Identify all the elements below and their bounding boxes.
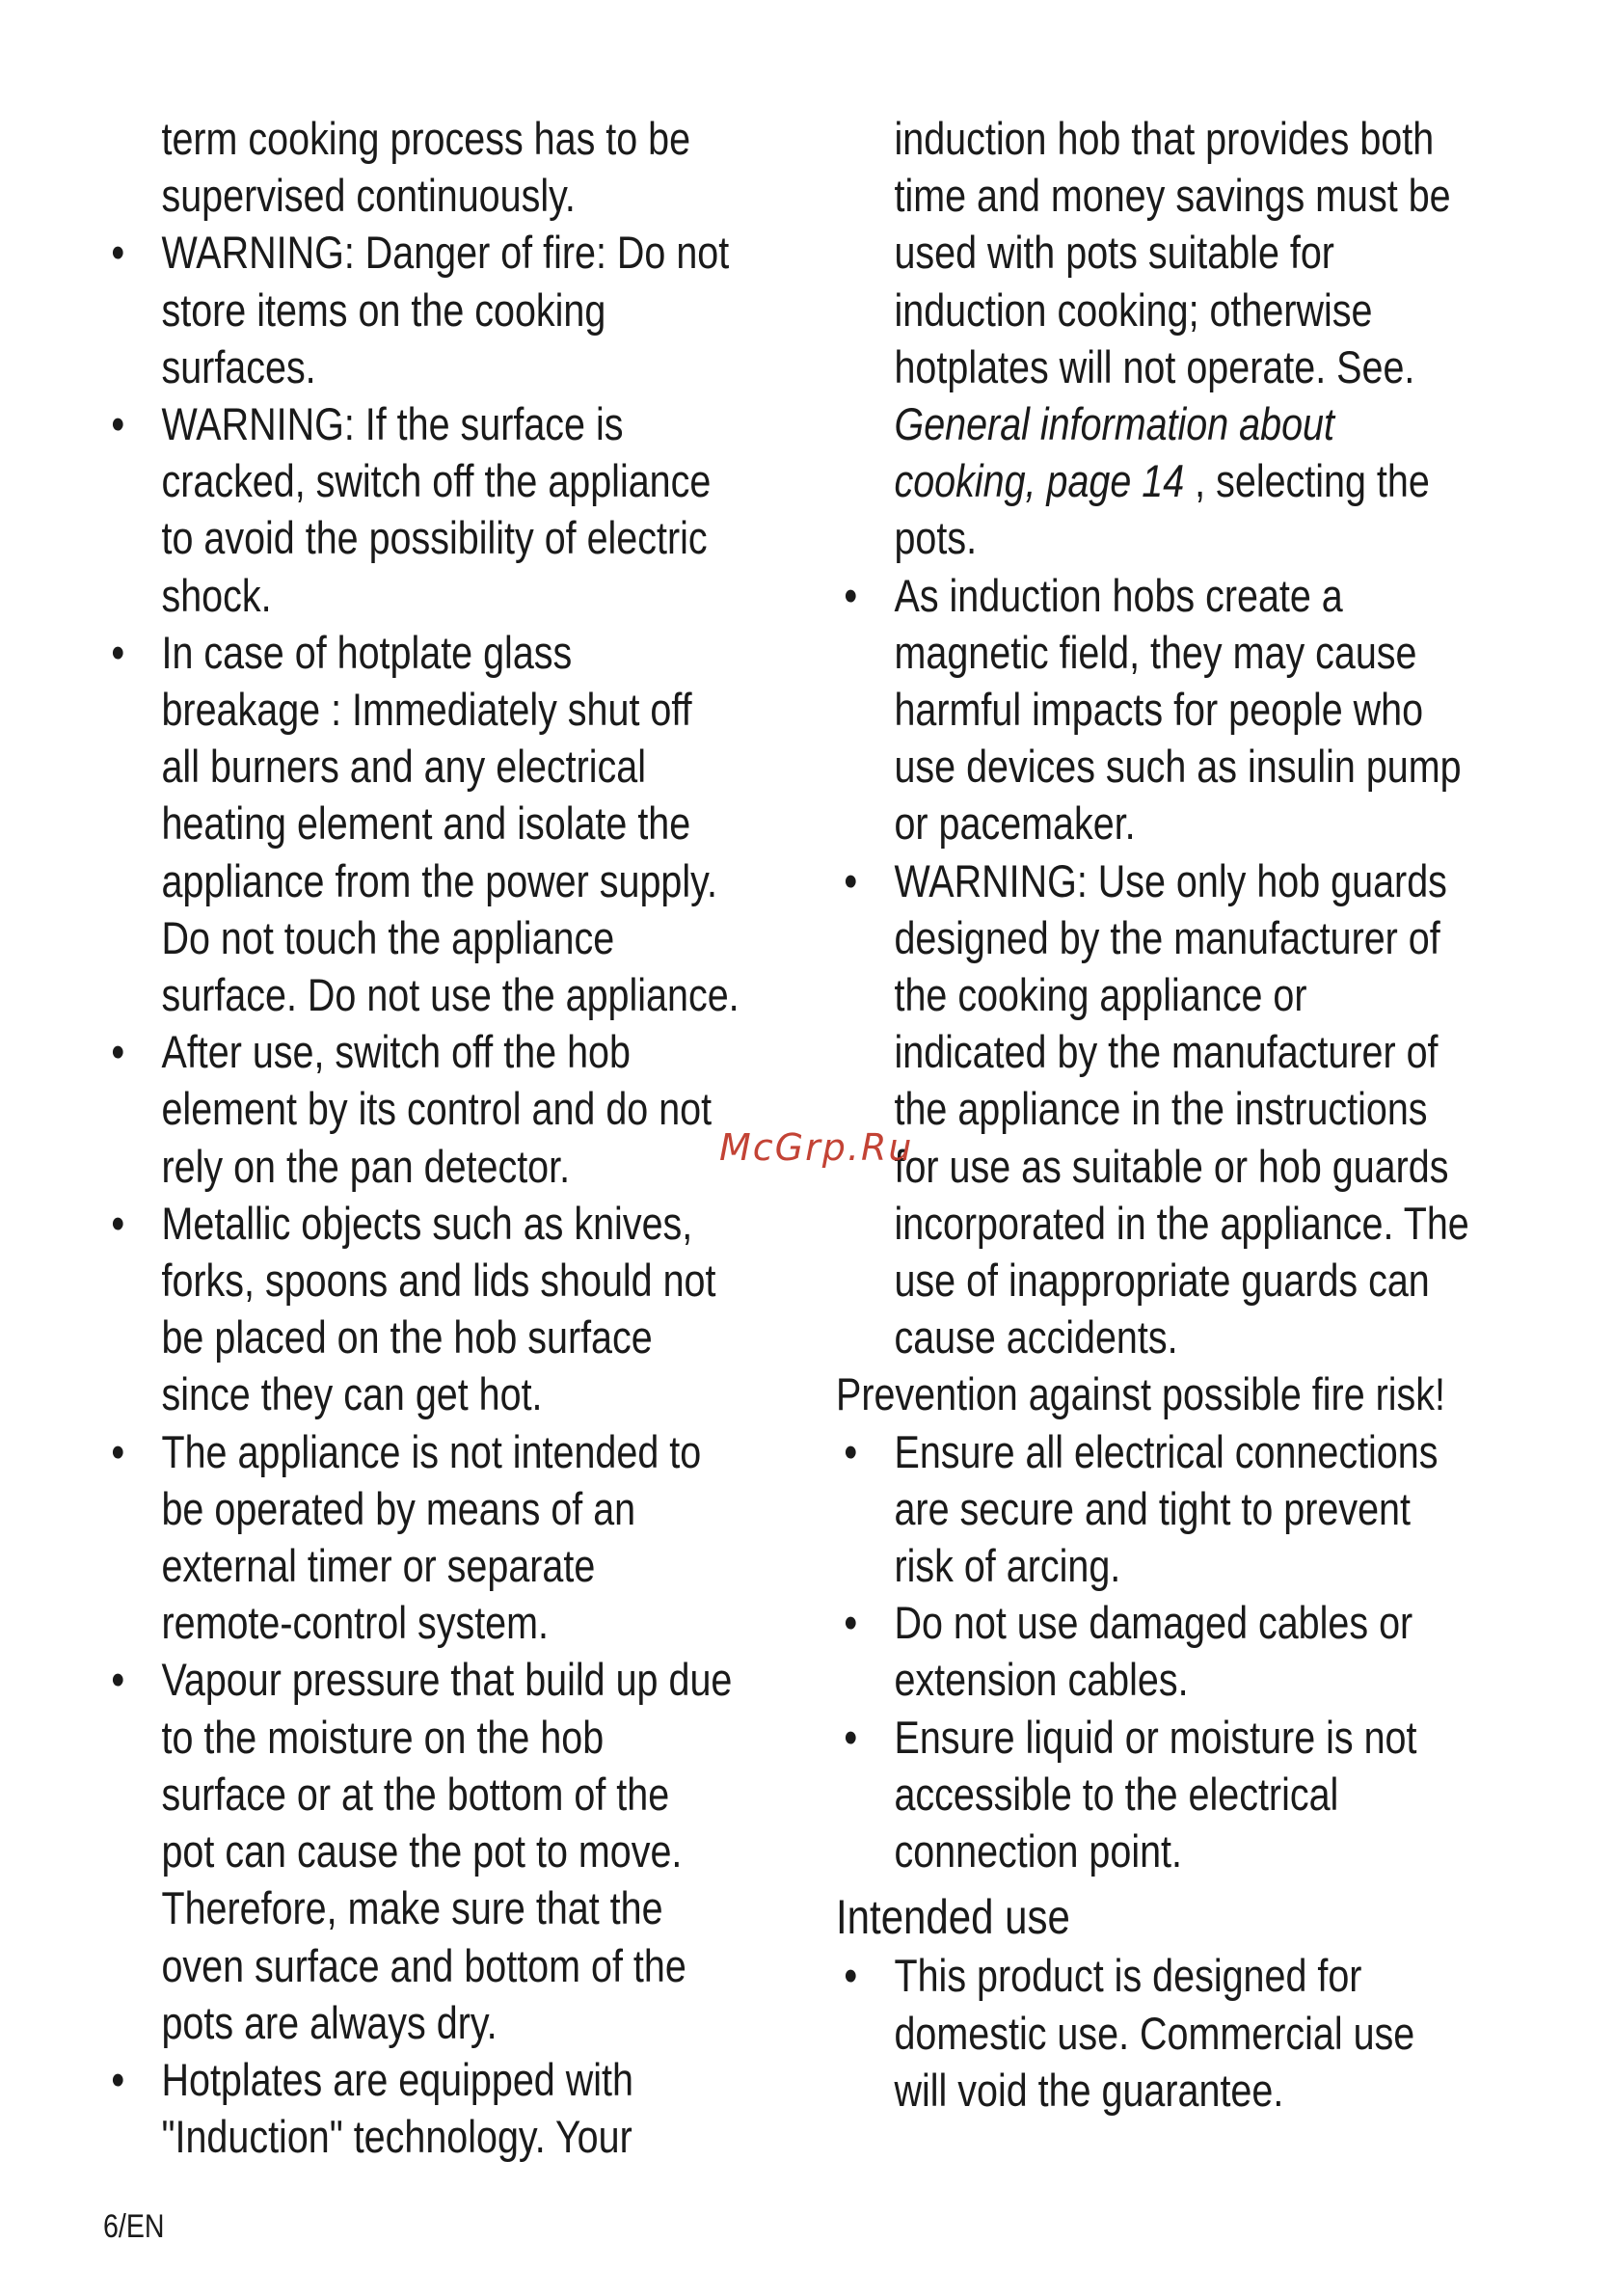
list-item-hob-guards: [836, 852, 1469, 1366]
text-line: Ensure all electrical connections: [894, 1425, 1439, 1477]
bullet-icon: •: [844, 1425, 858, 1477]
text-line: pots are always dry.: [161, 1996, 498, 2048]
bullet-icon: •: [111, 2053, 125, 2105]
text-line: store items on the cooking: [161, 284, 606, 336]
text-line: use devices such as insulin pump: [894, 741, 1462, 793]
text-line: WARNING: Use only hob guards: [894, 854, 1447, 906]
text-line: "Induction" technology. Your: [161, 2111, 632, 2163]
text-line: will void the guarantee.: [894, 2064, 1284, 2116]
text-line: time and money savings must be: [894, 170, 1451, 222]
text-line: In case of hotplate glass: [161, 626, 573, 678]
bullet-icon: •: [844, 1711, 858, 1763]
text-line: Therefore, make sure that the: [161, 1882, 663, 1934]
text-line: [894, 452, 1451, 509]
text-line: domestic use. Commercial use: [894, 2007, 1415, 2059]
text-line: induction hob that provides both: [894, 113, 1435, 164]
text-line: After use, switch off the hob: [161, 1026, 631, 1078]
text-line: since they can get hot.: [161, 1368, 543, 1420]
text-line: used with pots suitable for: [894, 227, 1334, 279]
text-line: induction cooking; otherwise: [894, 284, 1373, 336]
text-line: the cooking appliance or: [894, 969, 1307, 1021]
text-line: element by its control and do not: [161, 1083, 713, 1135]
bullet-icon: •: [844, 1597, 858, 1649]
text-line: cause accidents.: [894, 1311, 1178, 1364]
text-line: The appliance is not intended to: [161, 1425, 702, 1477]
text-line: supervised continuously.: [161, 170, 576, 222]
right-column: [836, 110, 1469, 2119]
text-line: remote-control system.: [161, 1597, 549, 1649]
text-line: indicated by the manufacturer of: [894, 1026, 1439, 1078]
bullet-icon: •: [111, 626, 125, 678]
text-line: to avoid the possibility of electric: [161, 512, 708, 564]
text-line: magnetic field, they may cause: [894, 626, 1417, 678]
left-column: [103, 110, 740, 2165]
text-line: to the moisture on the hob: [161, 1711, 605, 1763]
text-line: rely on the pan detector.: [161, 1140, 571, 1192]
bullet-icon: •: [111, 1425, 125, 1477]
text-line: are secure and tight to prevent: [894, 1482, 1411, 1534]
text-line: WARNING: Danger of fire: Do not: [161, 227, 730, 279]
text-line: Ensure liquid or moisture is not: [894, 1711, 1417, 1763]
watermark-logo: McGrp.Ru: [719, 1126, 914, 1169]
text-line: Hotplates are equipped with: [161, 2053, 633, 2105]
list-item-cracked-surface: [103, 395, 718, 624]
text-line: cracked, switch off the appliance: [161, 455, 712, 507]
section-title-prevention: Prevention against possible fire risk!: [836, 1368, 1445, 1420]
text-line: Do not use damaged cables or: [894, 1597, 1413, 1649]
text-line: Do not touch the appliance: [161, 911, 615, 963]
text-line: external timer or separate: [161, 1540, 596, 1592]
section-title-intended-use: Intended use: [836, 1890, 1070, 1945]
text-line: surface. Do not use the appliance.: [161, 969, 740, 1021]
text-line: connection point.: [894, 1825, 1182, 1877]
text-line: designed by the manufacturer of: [894, 911, 1440, 963]
continuation-paragraph: [103, 110, 718, 224]
text-line: breakage : Immediately shut off: [161, 684, 692, 736]
text-fragment: , selecting the: [1184, 455, 1430, 507]
list-item-metallic-objects: [103, 1195, 718, 1423]
bullet-icon: •: [111, 398, 125, 450]
continuation-paragraph: [836, 110, 1451, 567]
text-line: hotplates will not operate. See.: [894, 340, 1415, 392]
text-line: pots.: [894, 512, 978, 564]
bullet-icon: •: [111, 1026, 125, 1078]
cross-reference-link[interactable]: General information about: [894, 398, 1334, 450]
text-line: surfaces.: [161, 340, 316, 392]
text-line: shock.: [161, 569, 272, 621]
text-line: heating element and isolate the: [161, 797, 691, 850]
text-line: be operated by means of an: [161, 1482, 636, 1534]
text-line: use of inappropriate guards can: [894, 1255, 1430, 1307]
list-item-domestic-use: [836, 1947, 1451, 2119]
bullet-icon: •: [844, 1950, 858, 2002]
cross-reference-link[interactable]: cooking, page 14: [894, 455, 1185, 507]
list-item-vapour-pressure: [103, 1651, 733, 2050]
text-line: forks, spoons and lids should not: [161, 1255, 716, 1307]
list-item-induction-technology: [103, 2051, 718, 2165]
text-line: be placed on the hob surface: [161, 1311, 653, 1364]
text-line: accessible to the electrical: [894, 1768, 1339, 1820]
text-line: This product is designed for: [894, 1950, 1362, 2002]
text-line: risk of arcing.: [894, 1540, 1121, 1592]
list-item-electrical-connections: [836, 1423, 1451, 1595]
list-item-damaged-cables: [836, 1594, 1451, 1708]
text-line: harmful impacts for people who: [894, 684, 1424, 736]
page-number: 6/EN: [103, 2208, 165, 2245]
text-line: WARNING: If the surface is: [161, 398, 624, 450]
text-line: appliance from the power supply.: [161, 854, 717, 906]
bullet-icon: •: [111, 1654, 125, 1706]
list-item-fire-warning: [103, 224, 730, 395]
text-line: Vapour pressure that build up due: [161, 1654, 733, 1706]
list-item-liquid-moisture: [836, 1709, 1451, 1880]
text-line: Metallic objects such as knives,: [161, 1197, 693, 1249]
text-line: pot can cause the pot to move.: [161, 1825, 683, 1877]
text-line: surface or at the bottom of the: [161, 1768, 670, 1820]
text-line: term cooking process has to be: [161, 113, 691, 164]
text-line: the appliance in the instructions: [894, 1083, 1428, 1135]
list-item-external-timer: [103, 1423, 718, 1652]
list-item-after-use: [103, 1023, 718, 1195]
text-line: extension cables.: [894, 1654, 1189, 1706]
text-line: oven surface and bottom of the: [161, 1939, 686, 1991]
text-line: all burners and any electrical: [161, 741, 647, 793]
bullet-icon: •: [844, 854, 858, 906]
text-line: for use as suitable or hob guards: [894, 1140, 1449, 1192]
bullet-icon: •: [111, 1197, 125, 1249]
text-line: or pacemaker.: [894, 797, 1136, 850]
text-line: incorporated in the appliance. The: [894, 1197, 1469, 1249]
list-item-magnetic-field: [836, 567, 1462, 852]
list-item-glass-breakage: [103, 624, 740, 1023]
text-line: As induction hobs create a: [894, 569, 1343, 621]
bullet-icon: •: [111, 227, 125, 279]
bullet-icon: •: [844, 569, 858, 621]
